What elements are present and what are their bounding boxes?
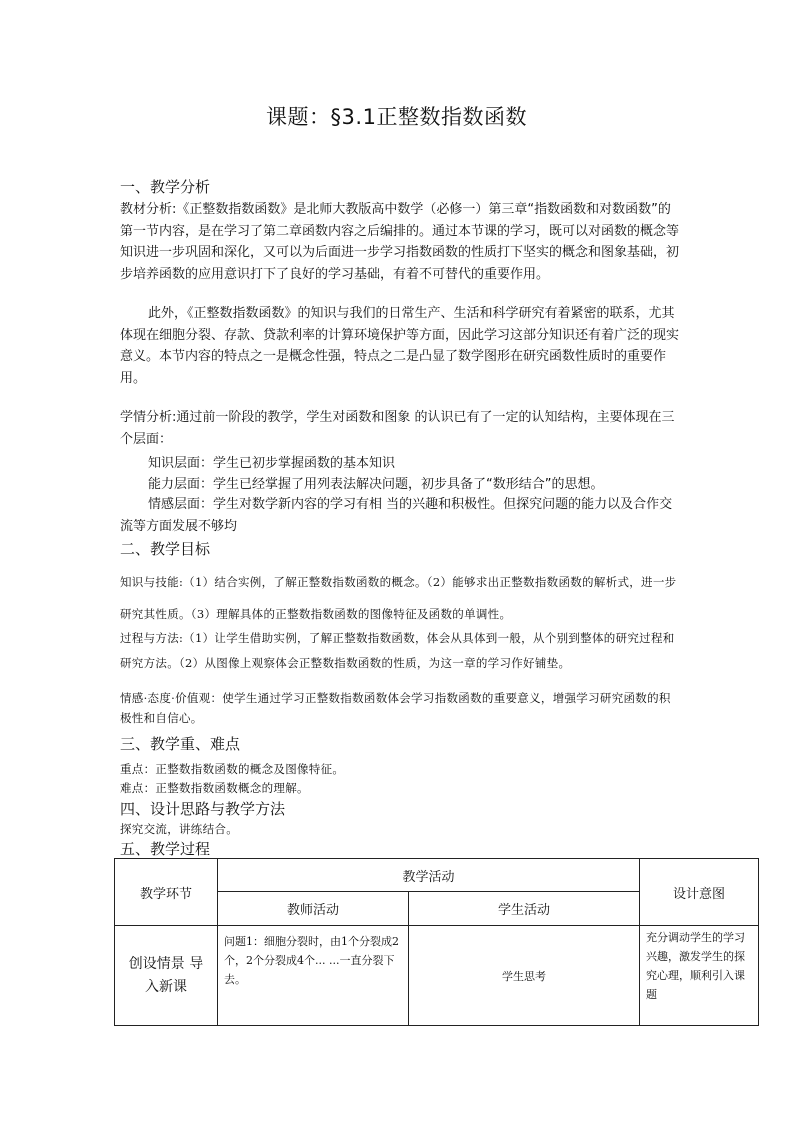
emotion-level-text: 情感层面：学生对数学新内容的学习有相 当的兴趣和积极性。但探究问题的能力以及合作交流等方面发展不够均 — [120, 497, 673, 534]
section-heading-goals: 二、教学目标 — [120, 540, 211, 558]
teaching-process-table — [114, 858, 759, 1026]
header-intent: 设计意图 — [640, 859, 759, 926]
section-heading-key-points: 三、教学重、难点 — [120, 735, 241, 753]
page-title: 课题：§3.1正整数指数函数 — [266, 105, 527, 129]
header-student: 学生活动 — [409, 892, 640, 926]
row1-teacher-activity: 问题1：细胞分裂时，由1个分裂成2个，2个分裂成4个... ...一直分裂下去。 — [218, 926, 409, 1026]
knowledge-level-text: 知识层面：学生已初步掌握函数的基本知识 — [148, 456, 396, 471]
header-activity: 教学活动 — [218, 859, 640, 892]
section-heading-design: 四、设计思路与教学方法 — [120, 800, 286, 818]
real-world-significance-paragraph: 此外，《正整数指数函数》的知识与我们的日常生产、生活和科学研究有着紧密的联系，尤其体现在细胞分裂、存款、贷款利率的计算环境保护等方面，因此学习这部分知识还有着广泛的现实意义。本节内容的特点之一是概念性强，特点之二是凸显了数学图形在研究函数性质时的重要作用。 — [120, 306, 680, 386]
section-heading-analysis: 一、教学分析 — [120, 178, 211, 196]
key-point-text: 重点：正整数指数函数的概念及图像特征。 — [120, 762, 345, 776]
row1-stage: 创设情景 导入新课 — [115, 926, 218, 1026]
textbook-analysis-paragraph: 教材分析:《正整数指数函数》是北师大教版高中数学（必修一）第三章“指数函数和对数函数”的第一节内容，是在学习了第二章函数内容之后编排的。通过本节课的学习，既可以对函数的概念等知识进一步巩固和深化，又可以为后面进一步学习指数函数的性质打下坚实的概念和图象基础，初步培养函数的应用意识打下了良好的学习基础，有着不可替代的重要作用。 — [120, 202, 680, 282]
student-analysis-paragraph: 学情分析:通过前一阶段的教学，学生对函数和图象 的认识已有了一定的认知结构，主要体现在三个层面： — [120, 410, 675, 447]
section-heading-process: 五、教学过程 — [120, 840, 211, 858]
header-teacher: 教师活动 — [218, 892, 409, 926]
row1-design-intent: 充分调动学生的学习兴趣，激发学生的探究心理，顺利引入课题 — [640, 926, 759, 1026]
difficult-point-text: 难点：正整数指数函数概念的理解。 — [120, 781, 309, 795]
header-stage: 教学环节 — [115, 859, 218, 926]
ability-level-text: 能力层面：学生已经掌握了用列表法解决问题，初步具备了“数形结合”的思想。 — [148, 477, 604, 492]
row1-student-activity: 学生思考 — [409, 926, 640, 1026]
process-method-goal: 过程与方法:（1）让学生借助实例，了解正整数指数函数，体会从具体到一般，从个别到整体的研究过程和研究方法。（2）从图像上观察体会正整数指数函数的性质，为这一章的学习作好铺垫。 — [120, 631, 675, 670]
attitude-values-goal: 情感·态度·价值观：使学生通过学习正整数指数函数体会学习指数函数的重要意义，增强学习研究函数的积极性和自信心。 — [120, 691, 671, 725]
design-method-text: 探究交流，讲练结合。 — [120, 822, 238, 836]
knowledge-skills-goal: 知识与技能:（1）结合实例，了解正整数指数函数的概念。（2）能够求出正整数指数函数的解析式，进一步研究其性质。（3）理解具体的正整数指数函数的图像特征及函数的单调性。 — [120, 575, 677, 621]
